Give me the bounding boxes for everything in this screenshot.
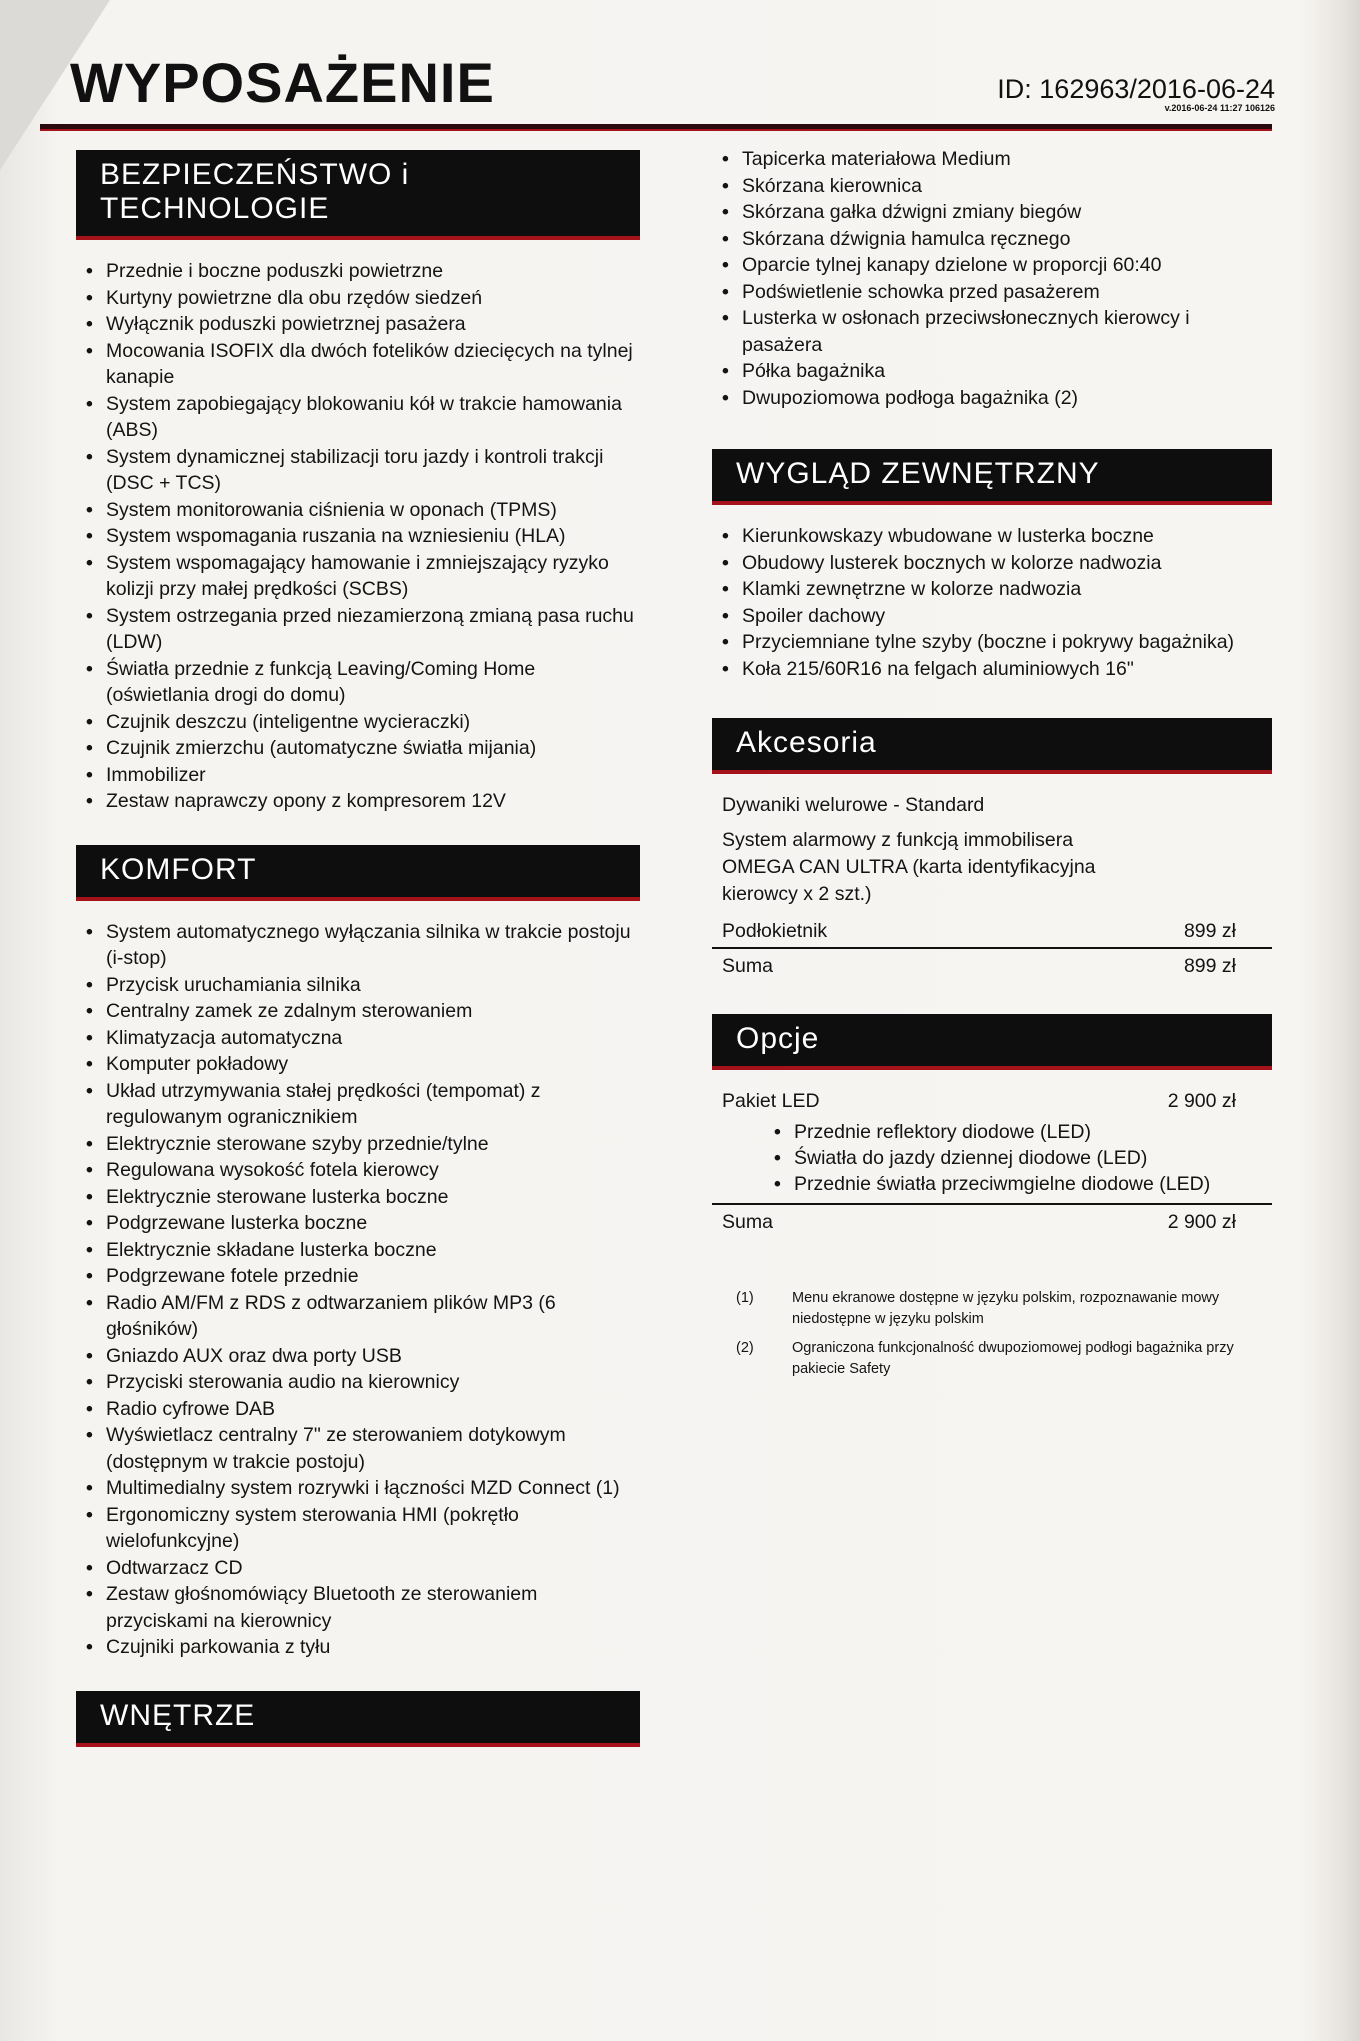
list-item: • Odtwarzacz CD [76, 1555, 640, 1582]
accessory-line-alarm: System alarmowy z funkcją immobilisera OMEGA CAN ULTRA (karta identyfikacyjna kierowcy x 2 szt.) [722, 829, 1096, 905]
footnote [712, 1338, 1272, 1380]
accessory-sum-label: Suma [722, 955, 773, 977]
section-heading-options: Opcje [712, 1014, 1272, 1070]
list-item: • Multimedialny system rozrywki i łączności MZD Connect (1) [76, 1475, 640, 1502]
list-item: • Przycisk uruchamiania silnika [76, 972, 640, 999]
list-item: • Elektrycznie składane lusterka boczne [76, 1237, 640, 1264]
footnote-number: (1) [736, 1290, 754, 1306]
list-item: • Czujniki parkowania z tyłu [76, 1634, 640, 1661]
list-item: • Klimatyzacja automatyczna [76, 1025, 640, 1052]
header-rule [40, 124, 1272, 131]
list-item: • System wspomagający hamowanie i zmniejszający ryzyko kolizji przy małej prędkości (SCBS) [76, 550, 640, 603]
list-item: • Skórzana dźwignia hamulca ręcznego [712, 226, 1272, 253]
list-item: • Podgrzewane lusterka boczne [76, 1210, 640, 1237]
list-item: • Immobilizer [76, 762, 640, 789]
list-item: • Podświetlenie schowka przed pasażerem [712, 279, 1272, 306]
list-item: • Obudowy lusterek bocznych w kolorze nadwozia [712, 550, 1272, 577]
list-item: • Zestaw naprawczy opony z kompresorem 12V [76, 788, 640, 815]
footnote-text: Ograniczona funkcjonalność dwupoziomowej podłogi bagażnika przy pakiecie Safety [792, 1340, 1234, 1377]
comfort-list [76, 919, 640, 1661]
document-version: v.2016-06-24 11:27 106126 [1164, 103, 1275, 113]
accessory-item-label: Podłokietnik [722, 920, 828, 942]
list-item: • Przednie i boczne poduszki powietrzne [76, 258, 640, 285]
list-item: • Tapicerka materiałowa Medium [712, 146, 1272, 173]
list-item: • System monitorowania ciśnienia w oponach (TPMS) [76, 497, 640, 524]
list-item: • Centralny zamek ze zdalnym sterowaniem [76, 998, 640, 1025]
list-item: • Światła przednie z funkcją Leaving/Coming Home (oświetlania drogi do domu) [76, 656, 640, 709]
list-item: • Koła 215/60R16 na felgach aluminiowych 16" [712, 656, 1272, 683]
option-package-items [712, 1119, 1272, 1197]
footnote-text: Menu ekranowe dostępne w języku polskim, rozpoznawanie mowy niedostępne w języku polskim [792, 1290, 1220, 1327]
footnote [712, 1288, 1272, 1330]
list-item: • Skórzana kierownica [712, 173, 1272, 200]
list-item: • Przyciemniane tylne szyby (boczne i pokrywy bagażnika) [712, 629, 1272, 656]
list-item: • Półka bagażnika [712, 358, 1272, 385]
list-item: • Wyświetlacz centralny 7" ze sterowaniem dotykowym (dostępnym w trakcie postoju) [76, 1422, 640, 1475]
accessory-divider [712, 947, 1272, 949]
list-item: • Czujnik deszczu (inteligentne wycieraczki) [76, 709, 640, 736]
safety-list [76, 258, 640, 815]
list-item: • Zestaw głośnomówiący Bluetooth ze sterowaniem przyciskami na kierownicy [76, 1581, 640, 1634]
list-item: • Przyciski sterowania audio na kierownicy [76, 1369, 640, 1396]
accessory-line-mats: Dywaniki welurowe - Standard [722, 794, 985, 816]
option-sum-label: Suma [722, 1211, 773, 1233]
list-item: • Układ utrzymywania stałej prędkości (tempomat) z regulowanym ogranicznikiem [76, 1078, 640, 1131]
exterior-list [712, 523, 1272, 682]
accessory-sum-value: 899 zł [1183, 955, 1236, 977]
section-heading-comfort: KOMFORT [76, 845, 640, 901]
footnotes [712, 1288, 1272, 1380]
list-item: • Skórzana gałka dźwigni zmiany biegów [712, 199, 1272, 226]
list-item: • Spoiler dachowy [712, 603, 1272, 630]
accessory-sum-row [712, 953, 1272, 980]
option-package-price: 2 900 zł [1167, 1090, 1236, 1112]
list-item: • Kierunkowskazy wbudowane w lusterka boczne [712, 523, 1272, 550]
list-item: • Oparcie tylnej kanapy dzielone w proporcji 60:40 [712, 252, 1272, 279]
option-package-label: Pakiet LED [722, 1090, 820, 1112]
list-item: • Komputer pokładowy [76, 1051, 640, 1078]
list-item: • Regulowana wysokość fotela kierowcy [76, 1157, 640, 1184]
document-id-block [997, 74, 1275, 113]
section-heading-safety: BEZPIECZEŃSTWO i TECHNOLOGIE [76, 150, 640, 240]
list-item: • System automatycznego wyłączania silnika w trakcie postoju (i-stop) [76, 919, 640, 972]
option-package-row [712, 1088, 1272, 1115]
list-item: • Czujnik zmierzchu (automatyczne światła mijania) [76, 735, 640, 762]
footnote-number: (2) [736, 1340, 754, 1356]
list-item: • System ostrzegania przed niezamierzoną zmianą pasa ruchu (LDW) [76, 603, 640, 656]
list-item: • Elektrycznie sterowane lusterka boczne [76, 1184, 640, 1211]
list-item: • Mocowania ISOFIX dla dwóch fotelików dziecięcych na tylnej kanapie [76, 338, 640, 391]
list-item: • Podgrzewane fotele przednie [76, 1263, 640, 1290]
list-item: • Radio AM/FM z RDS z odtwarzaniem plików MP3 (6 głośników) [76, 1290, 640, 1343]
page-title: WYPOSAŻENIE [70, 51, 495, 114]
list-item: • Elektrycznie sterowane szyby przednie/tylne [76, 1131, 640, 1158]
list-item: • Radio cyfrowe DAB [76, 1396, 640, 1423]
list-item: • Kurtyny powietrzne dla obu rzędów siedzeń [76, 285, 640, 312]
section-heading-exterior: WYGLĄD ZEWNĘTRZNY [712, 449, 1272, 505]
list-item: • System dynamicznej stabilizacji toru jazdy i kontroli trakcji (DSC + TCS) [76, 444, 640, 497]
right-column [712, 146, 1272, 1388]
list-item: • Przednie reflektory diodowe (LED) [774, 1119, 1272, 1145]
list-item: • Klamki zewnętrzne w kolorze nadwozia [712, 576, 1272, 603]
list-item: • Gniazdo AUX oraz dwa porty USB [76, 1343, 640, 1370]
list-item: • Wyłącznik poduszki powietrznej pasażera [76, 311, 640, 338]
list-item: • Światła do jazdy dziennej diodowe (LED) [774, 1145, 1272, 1171]
left-column [76, 150, 640, 1765]
list-item: • Dwupoziomowa podłoga bagażnika (2) [712, 385, 1272, 412]
interior-list [712, 146, 1272, 411]
option-sum-row [712, 1209, 1272, 1236]
list-item: • System zapobiegający blokowaniu kół w trakcie hamowania (ABS) [76, 391, 640, 444]
list-item: • Przednie światła przeciwmgielne diodowe (LED) [774, 1171, 1272, 1197]
document-id: ID: 162963/2016-06-24 [997, 74, 1275, 104]
accessory-item-price: 899 zł [1183, 920, 1236, 942]
section-heading-accessories: Akcesoria [712, 718, 1272, 774]
option-divider [712, 1203, 1272, 1205]
list-item: • System wspomagania ruszania na wzniesieniu (HLA) [76, 523, 640, 550]
list-item: • Ergonomiczny system sterowania HMI (pokrętło wielofunkcyjne) [76, 1502, 640, 1555]
option-sum-value: 2 900 zł [1167, 1211, 1236, 1233]
accessory-item-row [712, 918, 1272, 945]
list-item: • Lusterka w osłonach przeciwsłonecznych kierowcy i pasażera [712, 305, 1272, 358]
section-heading-interior: WNĘTRZE [76, 1691, 640, 1747]
